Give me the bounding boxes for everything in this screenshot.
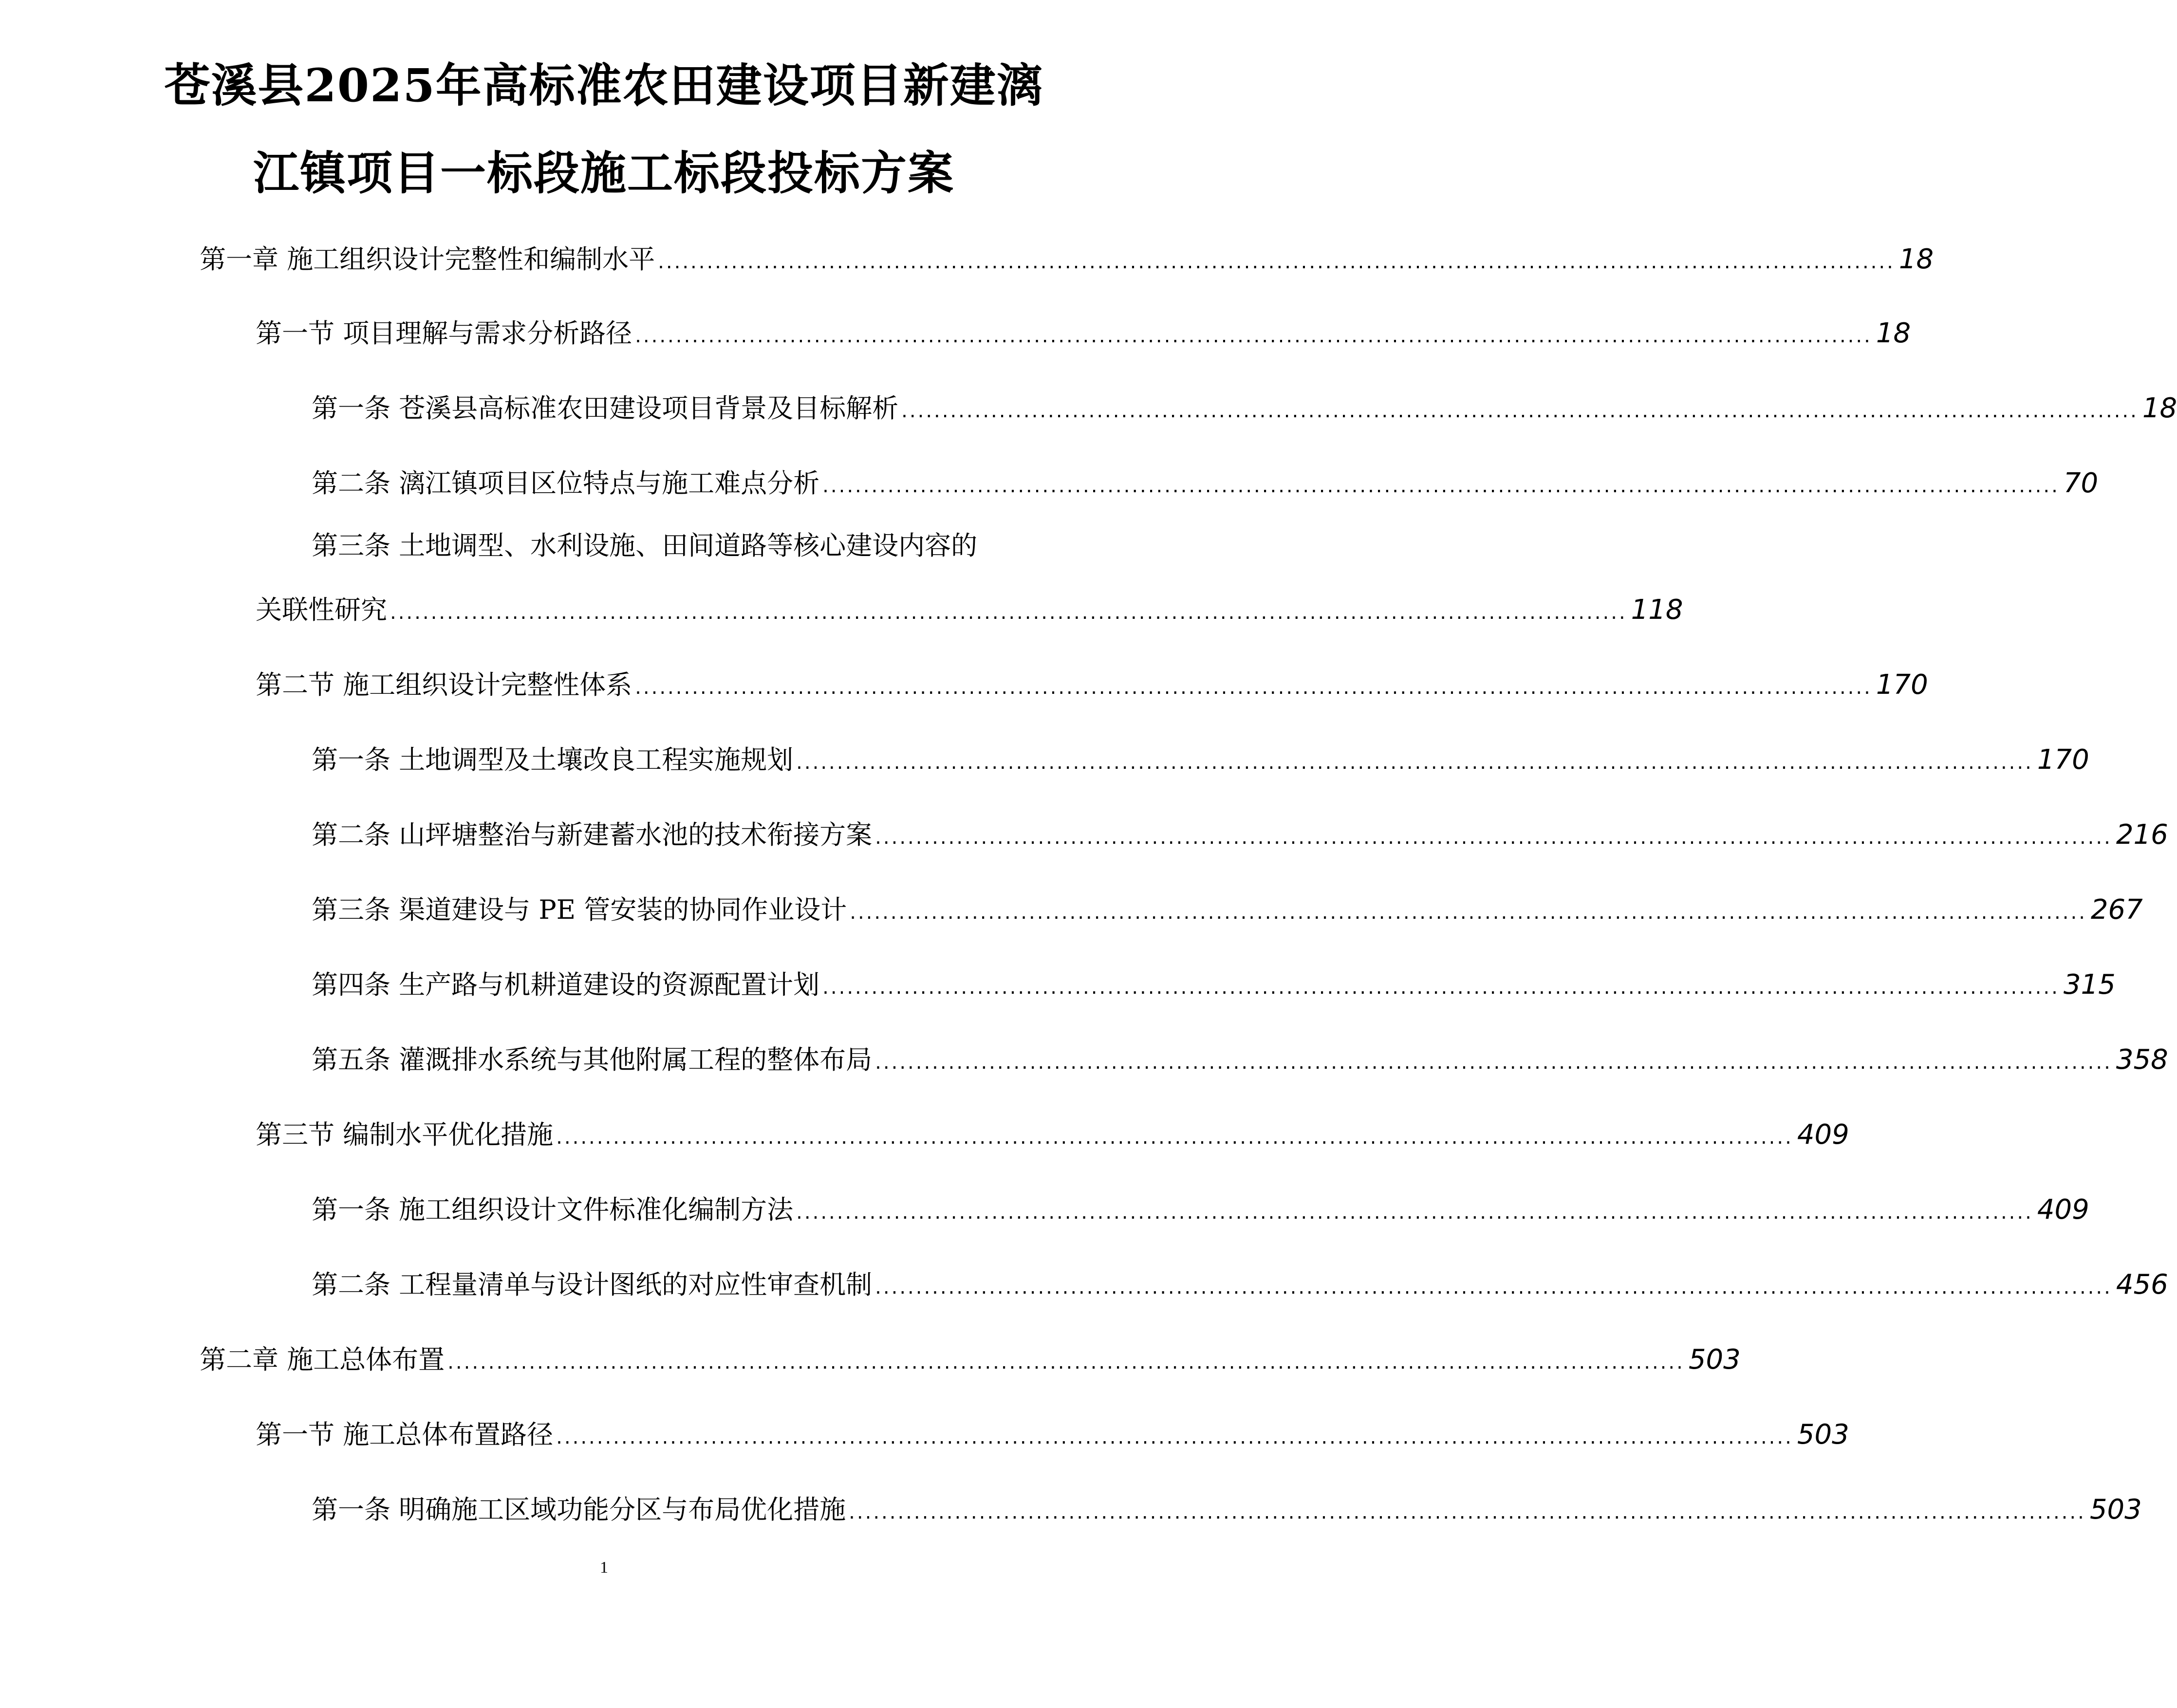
toc-entry-article[interactable] <box>312 743 2089 780</box>
toc-page-number: 503 <box>1688 1344 1741 1375</box>
toc-entry-chapter[interactable] <box>200 1343 1741 1379</box>
toc-page-number: 358 <box>2116 1044 2168 1076</box>
toc-dot-leader: ........................................................................................................................................................ <box>822 976 2060 999</box>
toc-page-number: 18 <box>1876 317 1911 349</box>
toc-page-number: 70 <box>2063 467 2099 499</box>
toc-dot-leader: ........................................................................................................................................................ <box>875 1051 2112 1074</box>
footer-page-number: 1 <box>600 1559 608 1577</box>
toc-dot-leader: ........................................................................................................................................................ <box>822 475 2060 497</box>
toc-entry-article[interactable] <box>312 893 2143 929</box>
document-title-line-1: 苍溪县2025年高标准农田建设项目新建漓 <box>164 59 1043 112</box>
toc-entry-section[interactable] <box>256 1418 1849 1454</box>
toc-entry-section[interactable] <box>256 316 1911 353</box>
toc-entry-label: 第一章 施工组织设计完整性和编制水平 <box>200 244 655 275</box>
toc-entry-label: 第三节 编制水平优化措施 <box>256 1119 554 1150</box>
toc-entry-label-wrapped-first-line[interactable]: 第三条 土地调型、水利设施、田间道路等核心建设内容的 <box>312 530 978 561</box>
toc-entry-label: 第一节 项目理解与需求分析路径 <box>256 318 633 349</box>
toc-page-number: 409 <box>1797 1119 1849 1151</box>
toc-page-number: 170 <box>1876 669 1928 701</box>
toc-dot-leader: ........................................................................................................................................................ <box>796 1201 2033 1224</box>
toc-entry-label: 第三条 渠道建设与 PE 管安装的协同作业设计 <box>312 894 847 925</box>
toc-entry-label: 第一条 明确施工区域功能分区与布局优化措施 <box>312 1494 846 1525</box>
toc-entry-chapter[interactable] <box>200 242 1934 279</box>
toc-page-number: 216 <box>2116 819 2168 851</box>
toc-entry-label: 第二条 山坪塘整治与新建蓄水池的技术衔接方案 <box>312 819 873 850</box>
toc-page-number: 18 <box>2142 392 2177 424</box>
toc-dot-leader: ........................................................................................................................................................ <box>556 1426 1793 1448</box>
toc-page-number: 267 <box>2090 894 2143 926</box>
toc-entry-article[interactable] <box>312 1493 2142 1529</box>
toc-entry-label: 第四条 生产路与机耕道建设的资源配置计划 <box>312 969 820 1000</box>
toc-entry-label: 第二节 施工组织设计完整性体系 <box>256 669 633 700</box>
toc-entry-label: 第一条 土地调型及土壤改良工程实施规划 <box>312 744 794 775</box>
toc-page-number: 409 <box>2037 1194 2089 1225</box>
toc-dot-leader: ........................................................................................................................................................ <box>875 1276 2112 1299</box>
toc-entry-article[interactable] <box>312 818 2168 854</box>
toc-entry-article[interactable] <box>312 391 2177 428</box>
toc-dot-leader: ........................................................................................................................................................ <box>796 751 2033 774</box>
toc-dot-leader: ........................................................................................................................................................ <box>556 1126 1793 1149</box>
toc-page-number: 118 <box>1631 594 1683 626</box>
toc-entry-article-continued[interactable] <box>256 593 1683 630</box>
toc-page-number: 456 <box>2116 1269 2168 1300</box>
toc-entry-label: 第二条 工程量清单与设计图纸的对应性审查机制 <box>312 1269 873 1300</box>
toc-entry-label: 第一节 施工总体布置路径 <box>256 1419 554 1450</box>
toc-entry-section[interactable] <box>256 1118 1849 1154</box>
toc-dot-leader: ........................................................................................................................................................ <box>850 901 2087 924</box>
toc-entry-article[interactable] <box>312 466 2099 503</box>
toc-dot-leader: ........................................................................................................................................................ <box>849 1501 2086 1523</box>
toc-entry-label: 第一条 苍溪县高标准农田建设项目背景及目标解析 <box>312 393 899 424</box>
toc-dot-leader: ........................................................................................................................................................ <box>875 826 2112 849</box>
toc-entry-label: 第一条 施工组织设计文件标准化编制方法 <box>312 1194 794 1225</box>
toc-entry-section[interactable] <box>256 668 1928 705</box>
toc-entry-label: 第二条 漓江镇项目区位特点与施工难点分析 <box>312 468 820 499</box>
toc-dot-leader: ........................................................................................................................................................ <box>901 400 2139 422</box>
toc-dot-leader: ........................................................................................................................................................ <box>635 325 1872 347</box>
toc-entry-article[interactable] <box>312 1268 2168 1304</box>
toc-entry-label: 第五条 灌溉排水系统与其他附属工程的整体布局 <box>312 1044 873 1075</box>
toc-entry-label: 关联性研究 <box>256 594 387 625</box>
toc-page-number: 18 <box>1898 243 1934 275</box>
toc-entry-article[interactable] <box>312 1043 2168 1079</box>
toc-page-number: 503 <box>2089 1494 2142 1525</box>
toc-page-number: 170 <box>2037 744 2089 776</box>
toc-page-number: 503 <box>1797 1419 1849 1450</box>
toc-dot-leader: ........................................................................................................................................................ <box>390 601 1627 624</box>
toc-entry-article[interactable] <box>312 968 2116 1004</box>
toc-dot-leader: ........................................................................................................................................................ <box>635 676 1872 699</box>
toc-dot-leader: ........................................................................................................................................................ <box>447 1351 1685 1374</box>
toc-entry-label: 第二章 施工总体布置 <box>200 1344 445 1375</box>
toc-page-number: 315 <box>2063 969 2116 1001</box>
toc-dot-leader: ........................................................................................................................................................ <box>658 251 1895 273</box>
document-title-line-2: 江镇项目一标段施工标段投标方案 <box>253 147 954 200</box>
toc-entry-article[interactable] <box>312 1193 2089 1229</box>
